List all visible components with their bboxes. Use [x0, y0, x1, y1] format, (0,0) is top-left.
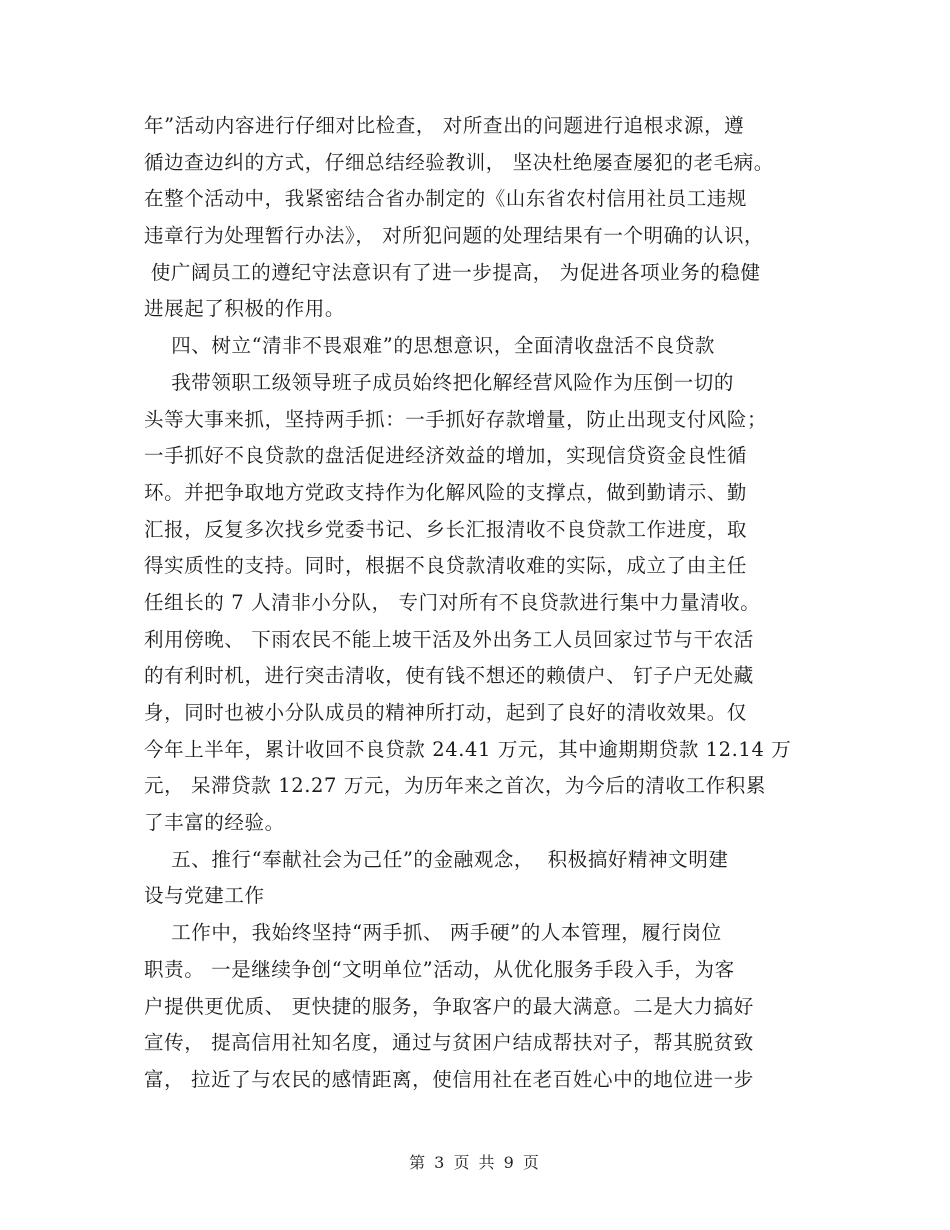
- text-line: 汇报，反复多次找乡党委书记、乡长汇报清收不良贷款工作进度，取: [144, 517, 748, 541]
- document-body: [144, 108, 814, 1099]
- text-line: 一手抓好不良贷款的盘活促进经济效益的增加，实现信贷资金良性循: [144, 444, 748, 468]
- text-line: 今年上半年，累计收回不良贷款 24.41 万元，其中逾期期贷款 12.14 万: [144, 737, 792, 761]
- text-line: 进展起了积极的作用。: [144, 297, 346, 321]
- section-heading-4: 四、树立“清非不畏艰难”的思想意识，全面清收盘活不良贷款: [144, 334, 715, 358]
- text-line: 任组长的 7 人清非小分队， 专门对所有不良贷款进行集中力量清收。: [144, 590, 761, 614]
- text-line: 宣传， 提高信用社知名度，通过与贫困户结成帮扶对子，帮其脱贫致: [144, 1031, 754, 1055]
- text-line: 了丰富的经验。: [144, 811, 285, 835]
- text-line: 的有利时机，进行突击清收，使有钱不想还的赖债户、 钉子户无处藏: [144, 664, 754, 688]
- text-line: 循边查边纠的方式，仔细总结经验教训， 坚决杜绝屡查屡犯的老毛病。: [144, 150, 774, 174]
- text-line: 违章行为处理暂行办法》， 对所犯问题的处理结果有一个明确的认识，: [144, 224, 765, 248]
- text-line: 户提供更优质、 更快捷的服务，争取客户的最大满意。二是大力搞好: [144, 994, 754, 1018]
- text-line: 元， 呆滞贷款 12.27 万元，为历年来之首次，为今后的清收工作积累: [144, 774, 766, 798]
- text-line: 在整个活动中，我紧密结合省办制定的《山东省农村信用社员工违规: [144, 187, 748, 211]
- text-line: 工作中，我始终坚持“两手抓、 两手硬”的人本管理，履行岗位: [144, 921, 722, 945]
- text-line: 使广阔员工的遵纪守法意识有了进一步提高， 为促进各项业务的稳健: [144, 260, 761, 284]
- section-heading-5: 五、推行“奉献社会为己任”的金融观念， 积极搞好精神文明建: [144, 847, 729, 871]
- text-line: 利用傍晚、 下雨农民不能上坡干活及外出务工人员回家过节与干农活: [144, 627, 754, 651]
- text-line: 富， 拉近了与农民的感情距离，使信用社在老百姓心中的地位进一步: [144, 1067, 754, 1091]
- text-line: 我带领职工级领导班子成员始终把化解经营风险作为压倒一切的: [144, 370, 734, 394]
- section-heading-5-cont: 设与党建工作: [144, 884, 265, 908]
- text-line: 得实质性的支持。同时，根据不良贷款清收难的实际，成立了由主任: [144, 554, 748, 578]
- text-line: 头等大事来抓，坚持两手抓：一手抓好存款增量，防止出现支付风险；: [144, 407, 768, 431]
- text-line: 年”活动内容进行仔细对比检查， 对所查出的问题进行追根求源，遵: [144, 114, 745, 137]
- text-line: 职责。 一是继续争创“文明单位”活动，从优化服务手段入手，为客: [144, 957, 735, 981]
- text-line: 环。并把争取地方党政支持作为化解风险的支撑点，做到勤请示、勤: [144, 480, 748, 504]
- page-number: 第 3 页 共 9 页: [409, 1153, 541, 1172]
- text-line: 身，同时也被小分队成员的精神所打动，起到了良好的清收效果。仅: [144, 701, 748, 724]
